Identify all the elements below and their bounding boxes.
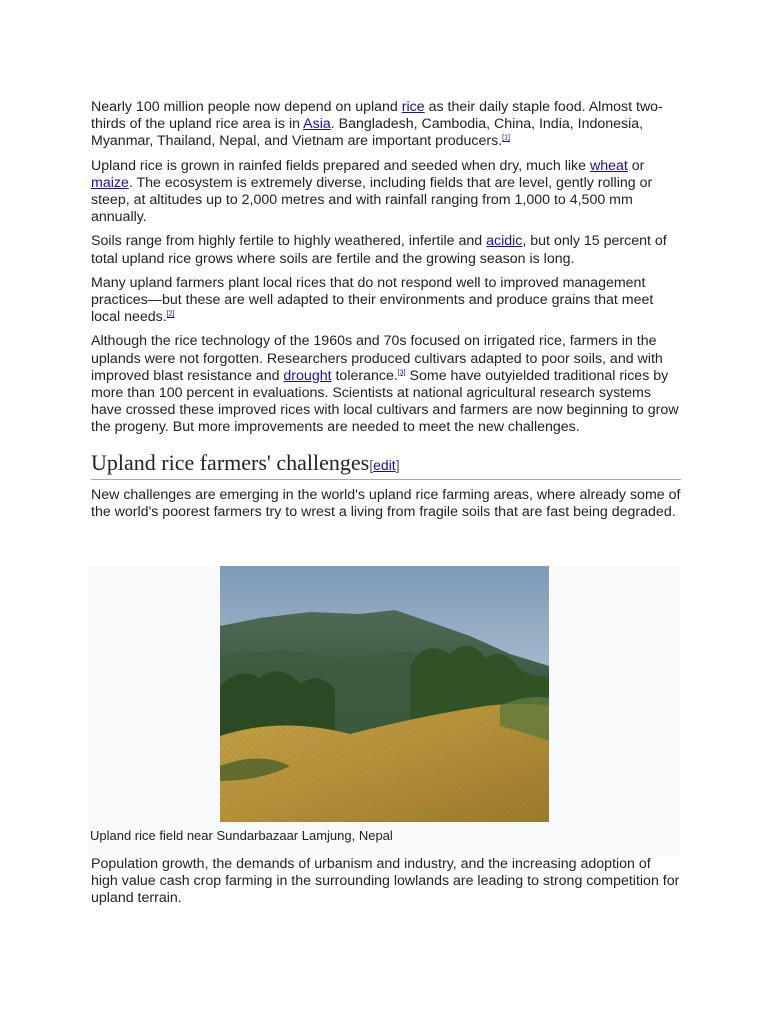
paragraph-competition: Population growth, the demands of urbanism and industry, and the increasing adoption of high value cash crop farming in the surrounding lowlands are leading to strong competition for upland terrain.	[91, 856, 680, 907]
rice-field-photo[interactable]	[220, 566, 549, 822]
text: , but only 15 percent of total upland rice grows where soils are fertile and the growing season is long.	[91, 233, 667, 267]
text: Nearly 100 million people now depend on upland	[91, 99, 402, 115]
text: Some have outyielded traditional rices by more than 100 percent in evaluations. Scientists at national agricultural research systems have crossed these improved rices with local cultivars and farmers are now beginning to grow the progeny. But more improvements are needed to meet the new challenges.	[91, 367, 679, 436]
text: or	[627, 157, 645, 174]
text: . The ecosystem is extremely diverse, including fields that are level, gently rolling or steep, at altitudes up to 2,000 metres and with rainfall ranging from 1,000 to 4,500 mm annually.	[91, 174, 653, 226]
text: . Bangladesh, Cambodia, China, India, Indonesia, Myanmar, Thailand, Nepal, and Vietnam are important producers.	[91, 116, 644, 150]
figure-caption: Upland rice field near Sundarbazaar Lamjung, Nepal	[90, 828, 393, 843]
edit-bracket-open: [	[369, 456, 374, 473]
section-heading-text: Upland rice farmers' challenges	[91, 449, 370, 475]
reference-link-3[interactable]: [3]	[397, 369, 406, 377]
figure-thumbnail	[88, 566, 680, 856]
edit-link[interactable]: edit	[373, 456, 396, 473]
paragraph-intro	[91, 99, 681, 151]
paragraph-ecosystem	[91, 158, 681, 227]
edit-section	[369, 457, 399, 473]
reference-1[interactable]	[502, 135, 510, 142]
paragraph-soils	[91, 233, 681, 267]
text: as their daily staple food. Almost two-thirds of the upland rice area is in	[91, 99, 663, 133]
text: Many upland farmers plant local rices that do not respond well to improved management practices—but these are well adapted to their environments and produce grains that meet local needs.	[91, 274, 654, 326]
text: Soils range from highly fertile to highly weathered, infertile and	[91, 233, 487, 250]
paragraph-local-rices	[91, 275, 681, 327]
link-drought[interactable]: drought	[283, 367, 332, 384]
link-asia[interactable]: Asia	[303, 116, 331, 133]
reference-3[interactable]	[398, 369, 406, 376]
link-acidic[interactable]: acidic	[486, 233, 523, 250]
article-body	[91, 99, 681, 528]
text: Although the rice technology of the 1960s and 70s focused on irrigated rice, farmers in the uplands were not forgotten. Researchers produced cultivars adapted to poor soils, and with improved blast resistance and	[91, 333, 663, 384]
reference-link-2[interactable]: [2]	[166, 310, 175, 318]
text: tolerance.	[331, 367, 398, 384]
edit-bracket-close: ]	[395, 456, 400, 473]
paragraph-technology	[91, 333, 681, 436]
reference-link-1[interactable]: [1]	[502, 134, 510, 142]
section-heading	[91, 450, 681, 480]
paragraph-challenges: New challenges are emerging in the world's upland rice farming areas, where already some of the world's poorest farmers try to wrest a living from fragile soils that are fast being degraded.	[91, 486, 681, 520]
article-body-continued	[91, 856, 681, 915]
link-maize[interactable]: maize	[91, 174, 129, 191]
link-rice[interactable]: rice	[401, 99, 425, 115]
link-wheat[interactable]: wheat	[589, 157, 628, 174]
reference-2[interactable]	[167, 311, 175, 318]
text: Upland rice is grown in rainfed fields prepared and seeded when dry, much like	[91, 157, 590, 174]
